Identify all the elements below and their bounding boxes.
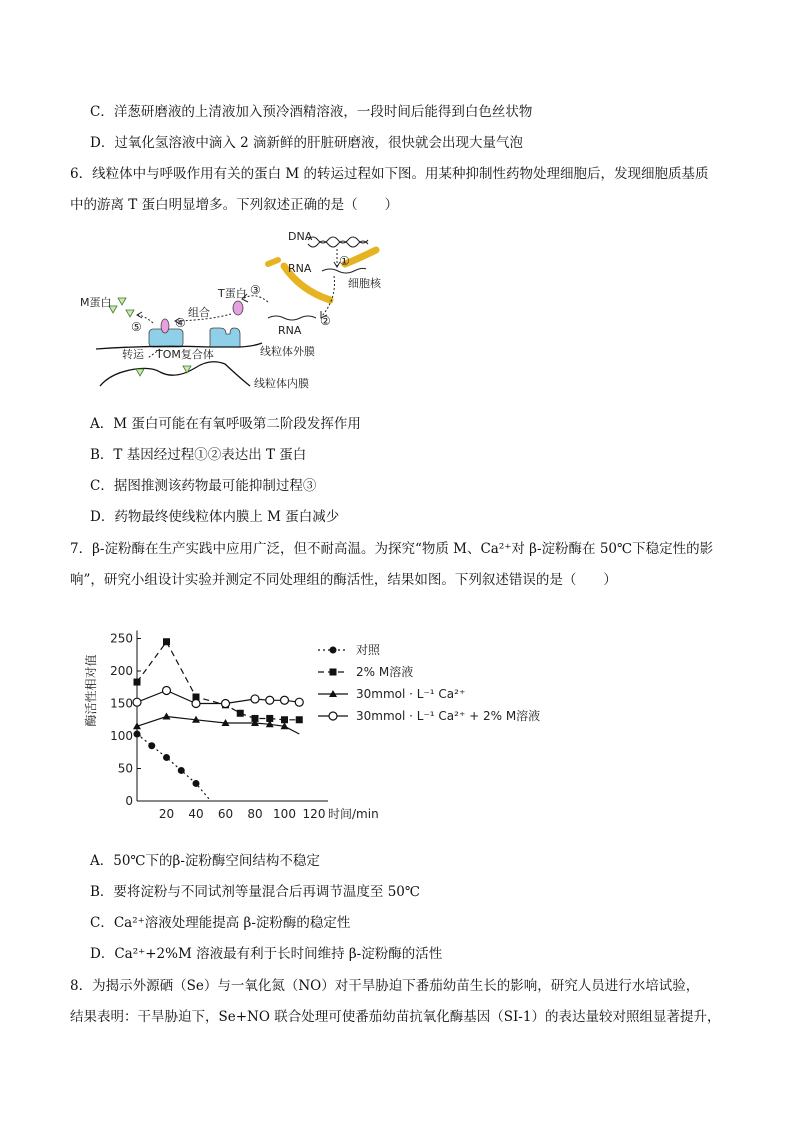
- q8-stem-line2: 结果表明：干旱胁迫下，Se+NO 联合处理可使番茄幼苗抗氧化酶基因（SI-1）的表达量较对照组显著提升，: [70, 1009, 721, 1025]
- q6-option-c: C．据图推测该药物最可能抑制过程③: [90, 478, 317, 494]
- legend-label: 30mmol · L⁻¹ Ca²⁺: [356, 687, 466, 701]
- step-1-marker: ①: [339, 254, 350, 268]
- data-point: [222, 700, 230, 708]
- q6-option-d: D．药物最终使线粒体内膜上 M 蛋白减少: [90, 509, 340, 525]
- label-rna-top: RNA: [288, 262, 312, 275]
- legend-marker: [330, 669, 337, 676]
- q7-option-a: A．50℃下的β-淀粉酶空间结构不稳定: [90, 853, 320, 869]
- data-point: [163, 754, 170, 761]
- q7-option-b: B．要将淀粉与不同试剂等量混合后再调节温度至 50℃: [90, 884, 420, 900]
- step-4-marker: ④: [175, 316, 186, 330]
- data-point: [163, 687, 171, 695]
- series-line-0: [137, 734, 211, 801]
- series-line-3: [137, 691, 299, 704]
- y-tick-label: 150: [110, 696, 133, 711]
- y-tick-label: 100: [110, 729, 133, 743]
- x-tick-label: 100: [273, 807, 296, 821]
- legend-label: 2% M溶液: [356, 665, 414, 679]
- legend-label: 30mmol · L⁻¹ Ca²⁺ + 2% M溶液: [356, 709, 541, 723]
- data-point: [281, 696, 289, 704]
- data-point: [237, 710, 244, 717]
- data-point: [193, 780, 200, 787]
- label-dna: DNA: [288, 230, 313, 243]
- label-inner-membrane: 线粒体内膜: [254, 377, 309, 390]
- y-tick-label: 50: [117, 761, 133, 776]
- legend-marker: [329, 712, 337, 720]
- q5-option-c: C．洋葱研磨液的上清液加入预冷酒精溶液，一段时间后能得到白色丝状物: [90, 104, 533, 120]
- x-tick-label: 60: [217, 807, 234, 821]
- legend-label: 对照: [356, 643, 381, 657]
- q7-option-d: D．Ca²⁺+2%M 溶液最有利于长时间维持 β-淀粉酶的活性: [90, 946, 443, 962]
- x-tick-label: 120: [302, 807, 326, 821]
- y-tick-label: 200: [110, 664, 133, 678]
- data-point: [295, 698, 303, 706]
- label-transport: 转运: [122, 348, 144, 361]
- data-point: [281, 716, 288, 723]
- q6-option-b: B．T 基因经过程①②表达出 T 蛋白: [90, 447, 307, 463]
- q7-option-c: C．Ca²⁺溶液处理能提高 β-淀粉酶的稳定性: [90, 915, 351, 931]
- data-point: [251, 695, 259, 703]
- series-line-1: [137, 642, 299, 720]
- label-t-protein: T蛋白: [218, 287, 247, 300]
- data-point: [178, 767, 185, 774]
- step-3-marker: ③: [250, 283, 261, 297]
- q8-stem-line1: 8．为揭示外源硒（Se）与一氧化氮（NO）对干旱胁迫下番茄幼苗生长的影响，研究人员进行水培试验，: [70, 978, 700, 994]
- y-tick-label: 0: [125, 794, 133, 808]
- y-axis-label: 酶活性相对值: [84, 654, 98, 727]
- legend-marker: [330, 647, 337, 654]
- label-rna-bottom: RNA: [278, 324, 302, 337]
- q6-stem-line2: 中的游离 T 蛋白明显增多。下列叙述正确的是（ ）: [70, 197, 399, 213]
- data-point: [163, 638, 170, 645]
- x-axis-label: 时间/min: [328, 807, 379, 821]
- label-combine: 组合: [188, 306, 210, 319]
- x-tick-label: 40: [188, 807, 204, 821]
- data-point: [192, 700, 200, 708]
- x-tick-label: 20: [158, 807, 175, 821]
- y-tick-label: 250: [110, 631, 133, 646]
- q6-stem-line1: 6．线粒体中与呼吸作用有关的蛋白 M 的转运过程如下图。用某种抑制性药物处理细胞后，发现细胞质基质: [70, 166, 709, 182]
- step-5-marker: ⑤: [131, 320, 142, 334]
- q7-stem-line1: 7．β-淀粉酶在生产实践中应用广泛，但不耐高温。为探究“物质 M、Ca²⁺对 β-淀粉酶在 50℃下稳定性的影: [70, 541, 714, 557]
- data-point: [296, 716, 303, 723]
- label-outer-membrane: 线粒体外膜: [260, 345, 315, 358]
- data-point: [133, 698, 141, 706]
- label-tom-complex: TOM复合体: [156, 348, 214, 361]
- data-point: [148, 742, 155, 749]
- label-m-protein: M蛋白: [80, 296, 112, 309]
- x-tick-label: 80: [247, 807, 263, 821]
- q5-option-d: D．过氧化氢溶液中滴入 2 滴新鲜的肝脏研磨液，很快就会出现大量气泡: [90, 135, 523, 151]
- q6-option-a: A．M 蛋白可能在有氧呼吸第二阶段发挥作用: [90, 416, 361, 432]
- label-nucleus: 细胞核: [348, 277, 381, 290]
- data-point: [134, 731, 141, 738]
- q7-stem-line2: 响”，研究小组设计实验并测定不同处理组的酶活性，结果如图。下列叙述错误的是（ ）: [70, 572, 617, 588]
- step-2-marker: ②: [320, 314, 331, 328]
- data-point: [266, 696, 274, 704]
- data-point: [163, 713, 171, 720]
- data-point: [134, 679, 141, 686]
